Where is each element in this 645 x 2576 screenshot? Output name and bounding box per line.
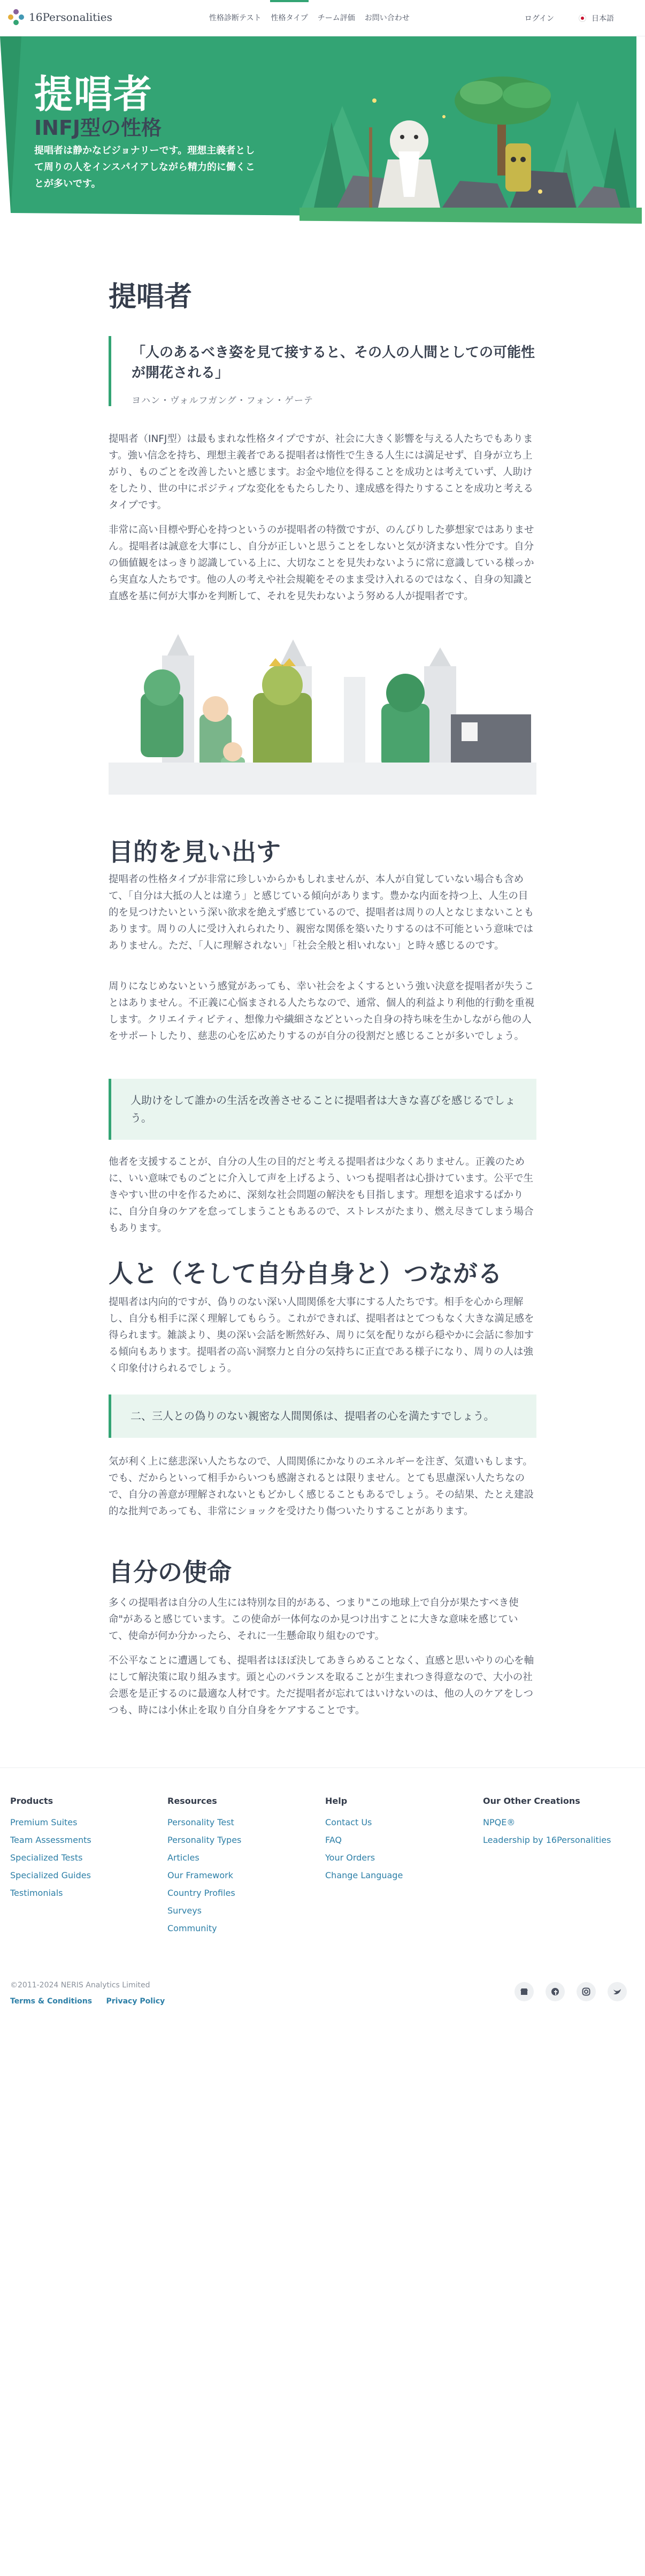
footer-link[interactable]: Testimonials: [10, 1888, 63, 1898]
intro-paragraph-2: 非常に高い目標や野心を持つというのが提唱者の特徴ですが、のんびりした夢想家ではありません。提唱者は誠意を大事にし、自分が正しいと思うことをしないと気が済まない性分です。自分の価値観をはっきり認識している上に、大切なことを見失わないように常に意識している様っから実直な人たちです。他の人の考えや社会規範をそのまま受け入れるのではなく、自身の知識と直感を基に何が大事かを判断して、それを見失わないよう努める人が提唱者です。: [109, 524, 534, 602]
facebook-icon[interactable]: [546, 1982, 565, 2001]
main-nav: [204, 0, 414, 36]
footer-link[interactable]: Articles: [167, 1853, 199, 1863]
footer-link[interactable]: Our Framework: [167, 1870, 233, 1880]
nav-item-personality-test[interactable]: 性格診断テスト: [209, 14, 262, 22]
privacy-link[interactable]: Privacy Policy: [106, 1997, 165, 2006]
footer-heading-resources: Resources: [167, 1796, 217, 1806]
article-title: 提唱者: [109, 281, 193, 313]
japan-flag-icon: [579, 14, 586, 22]
nav-item-team-assessment[interactable]: チーム評価: [317, 14, 355, 22]
footer-link[interactable]: Personality Test: [167, 1817, 234, 1827]
hero-banner: [0, 36, 645, 245]
footer-link[interactable]: Team Assessments: [10, 1835, 91, 1845]
top-navigation: [0, 0, 645, 36]
footer-link[interactable]: NPQE®: [483, 1817, 516, 1827]
hero-subtitle: INFJ型の性格: [34, 116, 162, 140]
purpose-paragraph-2: 周りになじめないという感覚があっても、幸い社会をよくするという強い決意を提唱者が失うことはありません。不正義に心悩まされる人たちなので、通常、個人的利益より利他的行動を重視します。クリエイティビティ、想像力や繊細さなどといった自身の持ち味を生かしながら他の人をサポートしたり、慈悲の心を広めたりするのが自分の役割だと感じることが多いでしょう。: [109, 981, 535, 1042]
section-heading-purpose: 目的を見い出す: [109, 837, 281, 866]
connect-paragraph: 提唱者は内向的ですが、偽りのない深い人間関係を大事にする人たちです。相手を心から理解し、自分も相手に深く理解してもらう。これができれば、提唱者はとてつもなく大きな満足感を得られます。雑談より、奥の深い会話を断然好み、周りに気を配りながら穏やかに会話に参加する傾向もあります。提唱者の高い洞察力と自分の気持ちに正直である様子になり、周りの人は強く印象付けられるでしょう。: [109, 1297, 534, 1374]
footer-link[interactable]: Country Profiles: [167, 1888, 235, 1898]
connect-callout: 二、三人との偽りのない親密な人間関係は、提唱者の心を満たすでしょう。: [109, 1394, 536, 1438]
instagram-icon[interactable]: [577, 1982, 596, 2001]
language-label: 日本語: [592, 14, 614, 23]
footer-column-other: [483, 1796, 611, 1849]
nav-actions: [525, 0, 614, 36]
intro-paragraph-1: 提唱者（INFJ型）は最もまれな性格タイプですが、社会に大きく影響を与える人たちでもあります。強い信念を持ち、理想主義者である提唱者は惰性で生きる人生には満足せず、自身が立ち上がり、ものごとを改善したいと感じます。お金や地位を得ることを成功とは考えていず、人助けをしたり、世の中にポジティブな変化をもたらしたり、達成感を得たりすることを成功と考えるタイプです。: [109, 433, 534, 511]
footer-link[interactable]: Specialized Guides: [10, 1870, 91, 1880]
footer-link[interactable]: Specialized Tests: [10, 1853, 83, 1863]
social-links: [515, 1982, 627, 2001]
legal-links: [10, 1997, 176, 2006]
copyright: ©2011-2024 NERIS Analytics Limited: [10, 1981, 150, 1990]
hero-title: 提唱者: [34, 72, 153, 117]
footer-link[interactable]: Change Language: [325, 1870, 403, 1880]
footer-link[interactable]: Contact Us: [325, 1817, 372, 1827]
intro-quote: [109, 336, 536, 406]
footer-column-resources: [167, 1796, 241, 1937]
section-heading-connect: 人と（そして自分自身と）つながる: [109, 1259, 502, 1288]
purpose-callout: 人助けをして誰かの生活を改善させることに提唱者は大きな喜びを感じるでしょう。: [109, 1079, 536, 1140]
purpose-paragraph-1: 提唱者の性格タイプが非常に珍しいからかもしれませんが、本人が自覚していない場合も含めて、「自分は大抵の人とは違う」と感じている傾向があります。豊かな内面を持つ上、人生の目的を見つけたいという深い欲求を絶えず感じているので、提唱者は周りの人となじまないこともあります。周りの人に受け入れられたり、親密な関係を築いたりするのは不可能という意味ではありません。ただ、「人に理解されない」「社会全般と相いれない」と時々感じるのです。: [109, 874, 534, 951]
footer-link[interactable]: Premium Suites: [10, 1817, 78, 1827]
footer-link[interactable]: Leadership by 16Personalities: [483, 1835, 611, 1845]
mission-paragraph-2: 不公平なことに遭遇しても、提唱者はほぼ決してあきらめることなく、直感と思いやりの心を軸にして解決策に取り組みます。頭と心のバランスを取ることが生まれつき得意なので、大小の社会悪を是正するのに最適な人材です。ただ提唱者が忘れてはいけないのは、他の人のケアをしつつも、時には小休止を取り自分自身をケアすることです。: [109, 1655, 534, 1716]
store-icon[interactable]: [515, 1982, 534, 2001]
footer-column-help: [325, 1796, 403, 1884]
footer-link[interactable]: Community: [167, 1923, 217, 1933]
nav-item-personality-types[interactable]: 性格タイプ: [266, 0, 312, 36]
section-heading-mission: 自分の使命: [109, 1558, 232, 1587]
language-selector[interactable]: [579, 13, 614, 24]
login-link[interactable]: ログイン: [524, 14, 554, 23]
twitter-icon[interactable]: [608, 1982, 627, 2001]
site-logo[interactable]: [7, 9, 112, 26]
footer-column-products: [10, 1796, 91, 1902]
nav-item-contact[interactable]: お問い合わせ: [364, 14, 410, 22]
footer-heading-products: Products: [10, 1796, 53, 1806]
hero-description: 提唱者は静かなビジョナリーです。理想主義者として周りの人をインスパイアしながら精力的に働くことが多いです。: [34, 145, 255, 189]
quote-author: ヨハン・ヴォルフガング・フォン・ゲーテ: [132, 395, 313, 406]
knights-illustration: [109, 634, 536, 808]
footer-link[interactable]: FAQ: [325, 1835, 342, 1845]
footer-link[interactable]: Your Orders: [325, 1853, 375, 1863]
footer-link[interactable]: Surveys: [167, 1906, 202, 1916]
connect-closing-paragraph: 気が利く上に慈悲深い人たちなので、人間関係にかなりのエネルギーを注ぎ、気遣いもします。でも、だからといって相手からいつも感謝されるとは限りません。とても思慮深い人たちなので、自分の善意が理解されないともどかしく感じることもあるでしょう。その結果、たとえ建設的な批判であっても、非常にショックを受けたり傷ついたりすることがあります。: [109, 1456, 534, 1517]
purpose-closing-paragraph: 他者を支援することが、自分の人生の目的だと考える提唱者は少なくありません。正義のために、いい意味でものごとに介入して声を上げるよう、いつも提唱者は心掛けています。公平で生きやすい世の中を作るために、深刻な社会問題の解決をも目指します。理想を追求するばかりに、自分自身のケアを怠ってしまうこともあるので、ストレスがたまり、燃え尽きてしまう場合もあります。: [109, 1156, 534, 1234]
mission-paragraph-1: 多くの提唱者は自分の人生には特別な目的がある、つまり"この地球上で自分が果たすべき使命"があると感じています。この使命が一体何なのか見つけ出すことに大きな意味を感じていて、使命が何か分かったら、それに一生懸命取り組むのです。: [109, 1597, 519, 1642]
terms-link[interactable]: Terms & Conditions: [10, 1997, 93, 2006]
site-footer: [0, 1767, 645, 2045]
quote-text: 「人のあるべき姿を見て接すると、その人の人間としての可能性が開花される」: [132, 345, 535, 381]
footer-link[interactable]: Personality Types: [167, 1835, 242, 1845]
footer-heading-help: Help: [325, 1796, 348, 1806]
footer-heading-other: Our Other Creations: [483, 1796, 580, 1806]
logo-icon: [7, 9, 25, 26]
brand-name: 16Personalities: [29, 11, 112, 24]
